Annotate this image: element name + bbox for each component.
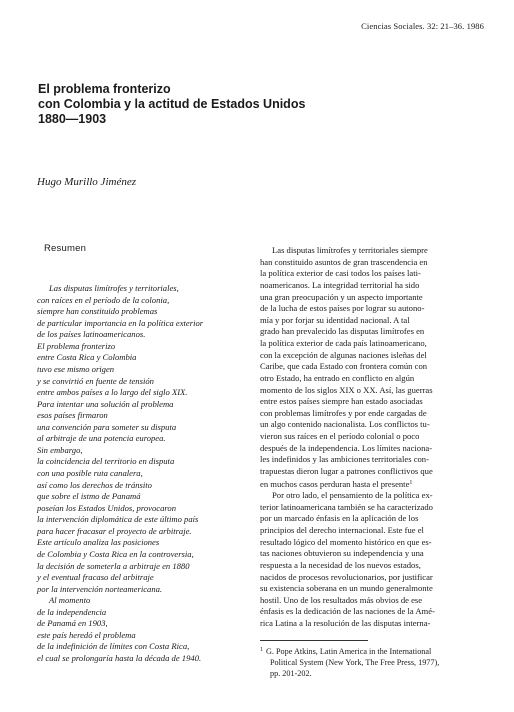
body-line: principios del derecho internacional. Este fue el <box>260 525 424 535</box>
body-line: resultado lógico del momento histórico en que es- <box>260 536 432 547</box>
abstract-line: tuvo ese mismo origen <box>37 363 115 374</box>
abstract-line: Este artículo analiza las posiciones <box>37 537 160 548</box>
abstract-line: este país heredó el problema <box>37 629 136 640</box>
abstract-line: esos países firmaron <box>37 410 108 421</box>
abstract-line: Para intentar una solución al problema <box>37 398 174 409</box>
abstract-line: de la indefinición de límites con Costa Rica, <box>37 641 190 652</box>
body-line: grado han prevalecido las disputas limítrofes en <box>260 326 425 337</box>
abstract-line: una convención para someter su disputa <box>37 421 177 432</box>
body-line-text: en muchos casos perduran hasta el presente <box>260 478 410 489</box>
footnote-divider <box>260 640 368 641</box>
footnote-line: Political System (New York, The Free Press, 1977), <box>270 657 440 667</box>
abstract-line: entre ambos países a lo largo del siglo XIX. <box>37 387 188 398</box>
body-line: mía y por forjar su identidad nacional. A tal <box>260 314 410 325</box>
body-line: rica Latina a la resolución de las disputas interna- <box>260 618 431 628</box>
abstract-line: la coincidencia del territorio en disputa <box>37 456 175 467</box>
body-line: por un marcado énfasis en la aplicación de los <box>260 513 419 524</box>
abstract-line: entre Costa Rica y Colombia <box>37 352 137 363</box>
body-line: noamericanos. La integridad territorial ha sido <box>260 279 420 290</box>
body-line: de la lucha de estos países por lograr su autono- <box>260 303 425 314</box>
abstract-line: y se convirtió en fuente de tensión <box>37 375 154 386</box>
footnote-line <box>260 645 472 658</box>
abstract-line: Al momento <box>49 595 91 606</box>
footnote <box>260 645 472 679</box>
body-line: tas naciones obtuvieron su independencia y una <box>260 548 424 559</box>
abstract-text <box>37 283 257 665</box>
body-line: trapuestas dieron lugar a patrones conflictivos que <box>260 465 433 476</box>
body-line: énfasis es la dedicación de las naciones de la Amé- <box>260 606 435 617</box>
title-line: El problema fronterizo <box>38 82 171 96</box>
body-line: su existencia soberana en un mundo generalmonte <box>260 583 433 594</box>
body-line: nacidos de procesos revolucionarios, por justificar <box>260 571 433 582</box>
abstract-line: de la independencia <box>37 606 107 617</box>
author-name: Hugo Murillo Jiménez <box>37 176 136 188</box>
abstract-line: Sin embargo, <box>37 444 83 455</box>
abstract-line: que sobre el istmo de Panamá <box>37 491 141 502</box>
abstract-line: con una posible ruta canalera, <box>37 468 143 478</box>
abstract-line: por la intervención norteamericana. <box>37 583 163 594</box>
abstract-line: de Panamá en 1903, <box>37 618 108 629</box>
body-line: la política exterior de cada país latinoamericano, <box>260 338 427 348</box>
abstract-line: la intervención diplomática de este último país <box>37 514 199 525</box>
abstract-line: el cual se prolongaría hasta la década de 1940. <box>37 653 202 663</box>
footnote-reference: 1 <box>409 479 413 486</box>
body-line: Por otro lado, el pensamiento de la política ex- <box>272 490 433 501</box>
abstract-line: siempre han constituido problemas <box>37 306 158 317</box>
body-line: hostil. Uno de los resultados más obvios de ese <box>260 594 423 605</box>
abstract-line: la decisión de someterla a arbitraje en 1880 <box>37 560 190 571</box>
body-line: momento de los siglos XIX o XX. Así, las guerras <box>260 384 433 395</box>
body-line: con problemas limítrofes y por ende cargadas de <box>260 407 427 418</box>
abstract-line: El problema fronterizo <box>37 340 116 351</box>
journal-reference: Ciencias Sociales. 32: 21–36. 1986 <box>361 21 484 31</box>
abstract-line: al arbitraje de una potencia europea. <box>37 433 166 444</box>
body-line: les indefinidos y las ambiciones territoriales con- <box>260 454 429 465</box>
abstract-line: de los países latinoamericanos. <box>37 329 146 340</box>
abstract-line: de Colombia y Costa Rica en la controversia, <box>37 548 194 559</box>
body-line: una gran preocupación y un aspecto importante <box>260 291 423 302</box>
body-line: Las disputas limítrofes y territoriales siempre <box>272 245 428 255</box>
body-line <box>260 478 472 491</box>
body-text <box>260 245 472 630</box>
body-line: han constituido asuntos de gran trascendencia en <box>260 256 428 267</box>
abstract-line: para hacer fracasar el proyecto de arbitraje. <box>37 525 192 536</box>
body-line: la política exterior de casi todos los países lati- <box>260 268 421 279</box>
footnote-line: pp. 201-202. <box>270 668 312 678</box>
footnote-text: G. Pope Atkins, Latin America in the International <box>266 647 432 656</box>
abstract-heading: Resumen <box>44 243 87 254</box>
body-line: después de la independencia. Los límites naciona- <box>260 442 433 453</box>
footnote-number: 1 <box>260 647 263 653</box>
abstract-line: y el eventual fracaso del arbitraje <box>37 572 154 583</box>
abstract-line: así como los derechos de tránsito <box>37 479 152 490</box>
body-line: otro Estado, ha entrado en conflicto en algún <box>260 372 415 383</box>
body-line: Caribe, que cada Estado con frontera común con <box>260 361 428 372</box>
abstract-line: de particular importancia en la política exterior <box>37 317 204 328</box>
body-line: terior latinoamericana también se ha caracterizado <box>260 501 433 512</box>
title-line: con Colombia y la actitud de Estados Unidos <box>38 97 306 111</box>
body-line: un algo contenido nacionalista. Los conflictos tu- <box>260 419 430 430</box>
body-line: entre estos países siempre han estado asociadas <box>260 396 423 407</box>
article-title <box>38 82 305 127</box>
body-line: con la excepción de algunas naciones isleñas del <box>260 349 427 360</box>
body-line: vieron sus raíces en el período colonial o poco <box>260 431 420 441</box>
abstract-line: con raíces en el período de la colonia, <box>37 294 170 305</box>
body-line: respuesta a la necesidad de los nuevos estados, <box>260 559 421 570</box>
title-line: 1880—1903 <box>38 112 107 126</box>
abstract-line: Las disputas limítrofes y territoriales, <box>49 283 179 293</box>
abstract-line: poseían los Estados Unidos, provocaron <box>37 502 177 513</box>
